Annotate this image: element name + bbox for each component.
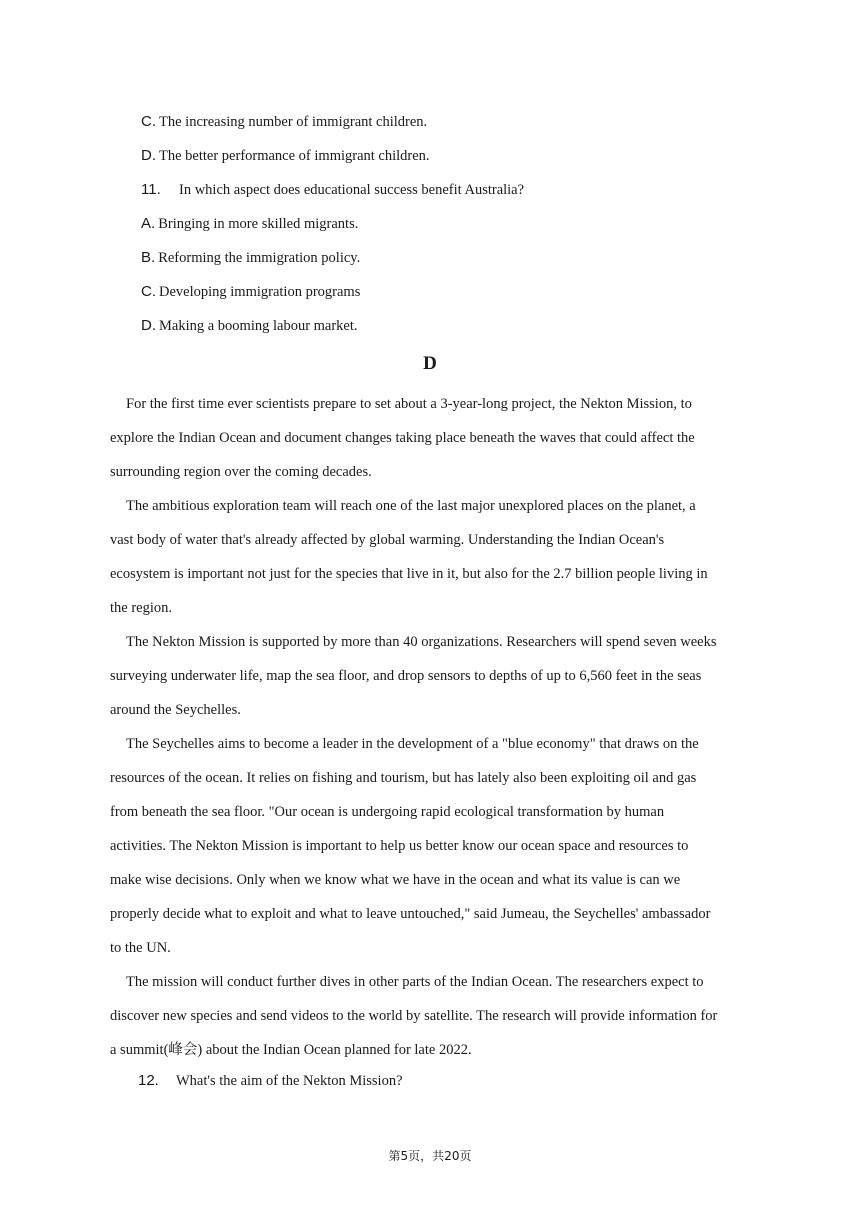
page-footer [0, 1148, 860, 1164]
option-text: Making a booming labour market. [159, 318, 358, 334]
option-text: The better performance of immigrant children. [159, 148, 430, 164]
passage-line: The ambitious exploration team will reach one of the last major unexplored places on the planet, a [126, 498, 696, 514]
passage-line: around the Seychelles. [110, 702, 241, 718]
q11-option-a [141, 214, 358, 234]
passage-line: resources of the ocean. It relies on fishing and tourism, but has lately also been exploiting oil and gas [110, 770, 697, 786]
option-letter: B. [141, 249, 156, 266]
option-text: Reforming the immigration policy. [158, 250, 361, 266]
question-text: What's the aim of the Nekton Mission? [176, 1073, 403, 1089]
passage-line: surrounding region over the coming decades. [110, 464, 372, 480]
question-text: In which aspect does educational success benefit Australia? [179, 182, 525, 198]
footer-suffix: 页 [459, 1149, 472, 1163]
q11-option-d [141, 316, 358, 336]
question-11 [141, 180, 524, 200]
passage-line: make wise decisions. Only when we know what we have in the ocean and what its value is can we [110, 872, 681, 888]
question-number: 11. [141, 181, 161, 198]
passage-line: For the first time ever scientists prepare to set about a 3-year-long project, the Nekton Mission, to [126, 396, 692, 412]
footer-page-number: 5 [400, 1149, 409, 1163]
question-number: 12. [138, 1072, 159, 1089]
q11-option-b [141, 248, 360, 268]
option-letter: C. [141, 113, 156, 130]
passage-line: surveying underwater life, map the sea floor, and drop sensors to depths of up to 6,560 feet in the seas [110, 668, 702, 684]
q11-option-c [141, 282, 360, 302]
passage-line: properly decide what to exploit and what to leave untouched," said Jumeau, the Seychelles' ambassador [110, 906, 711, 922]
passage-line: The Nekton Mission is supported by more than 40 organizations. Researchers will spend seven weeks [126, 634, 717, 650]
passage-line: discover new species and send videos to the world by satellite. The research will provide information for [110, 1008, 718, 1024]
option-text: Bringing in more skilled migrants. [158, 216, 359, 232]
passage-line: a summit(峰会) about the Indian Ocean planned for late 2022. [110, 1042, 472, 1058]
passage-line: explore the Indian Ocean and document changes taking place beneath the waves that could affect the [110, 430, 695, 446]
footer-middle: 页，共 [408, 1149, 445, 1163]
passage-line: vast body of water that's already affected by global warming. Understanding the Indian Ocean's [110, 532, 665, 548]
footer-total-pages: 20 [444, 1149, 460, 1163]
q10-option-c [141, 112, 427, 132]
passage-line: to the UN. [110, 940, 171, 956]
option-text: The increasing number of immigrant children. [159, 114, 428, 130]
option-text: Developing immigration programs [159, 284, 361, 300]
option-letter: C. [141, 283, 156, 300]
q10-option-d [141, 146, 430, 166]
option-letter: D. [141, 317, 156, 334]
passage-line: the region. [110, 600, 173, 616]
passage-line: ecosystem is important not just for the species that live in it, but also for the 2.7 billion people living in [110, 566, 708, 582]
footer-prefix: 第 [388, 1149, 401, 1163]
question-12 [138, 1071, 403, 1091]
passage-line: The Seychelles aims to become a leader in the development of a "blue economy" that draws on the [126, 736, 699, 752]
option-letter: A. [141, 215, 156, 232]
passage-line: from beneath the sea floor. "Our ocean is undergoing rapid ecological transformation by human [110, 804, 665, 820]
passage-line: activities. The Nekton Mission is important to help us better know our ocean space and resources to [110, 838, 689, 854]
passage-line: The mission will conduct further dives in other parts of the Indian Ocean. The researchers expect to [126, 974, 704, 990]
section-heading: D [423, 353, 437, 374]
option-letter: D. [141, 147, 156, 164]
